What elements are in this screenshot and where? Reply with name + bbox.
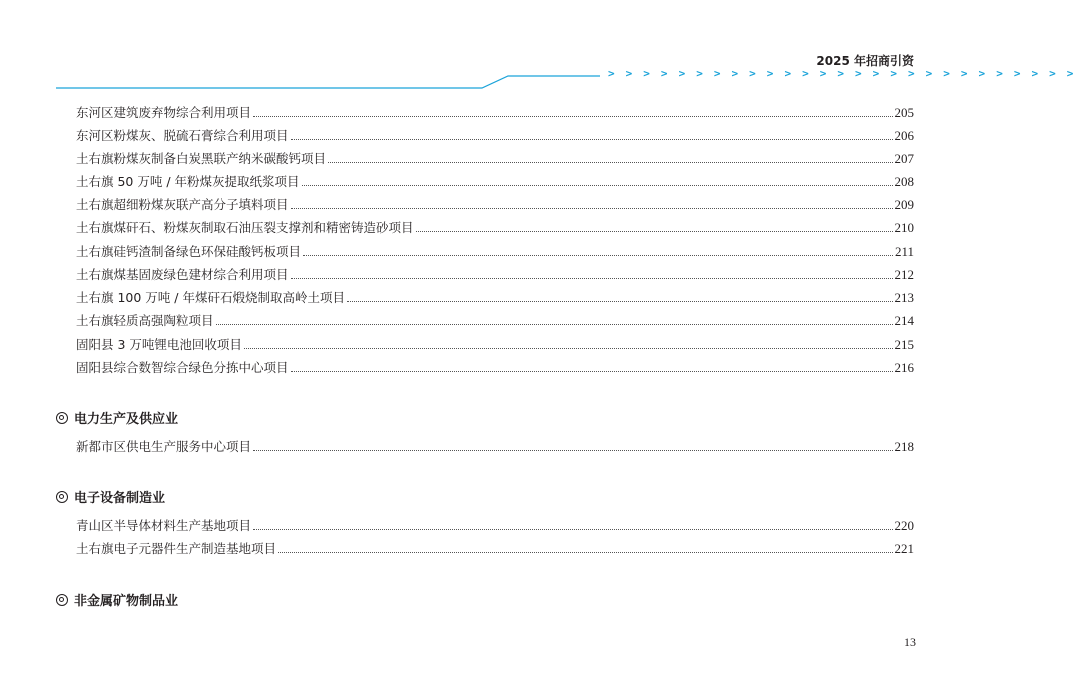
dot-leader [291,208,893,209]
dot-leader [278,552,892,553]
toc-entry[interactable] [76,263,914,283]
section-heading-power[interactable] [56,408,178,427]
toc-entry-page: 207 [894,151,914,166]
toc-entry-page: 206 [894,128,914,143]
header-divider [0,0,1076,100]
toc-entry-page: 214 [894,313,914,328]
toc-entry[interactable] [76,514,914,534]
toc-entry-title: 土右旗硅钙渣制备绿色环保硅酸钙板项目 [76,244,302,259]
dot-leader [244,348,893,349]
toc-entry-title: 土右旗煤矸石、粉煤灰制取石油压裂支撑剂和精密铸造砂项目 [76,220,414,235]
header-arrow-decoration: > > > > > > > > > > > > > > > > > > > > > > > > > > > [608,67,1076,80]
section-heading-label: 电力生产及供应业 [74,412,179,427]
dot-leader [291,278,893,279]
toc-entry-page: 210 [894,220,914,235]
toc-entry-title: 土右旗煤基固废绿色建材综合利用项目 [76,267,289,282]
toc-entry[interactable] [76,124,914,144]
toc-entry[interactable] [76,240,914,260]
toc-entry-title: 土右旗粉煤灰制备白炭黑联产纳米碳酸钙项目 [76,151,327,166]
dot-leader [291,371,893,372]
toc-entry-title: 青山区半导体材料生产基地项目 [76,518,252,533]
dot-leader [347,301,893,302]
toc-entry-page: 216 [894,360,914,375]
toc-entry[interactable] [76,356,914,376]
toc-entry[interactable] [76,101,914,121]
toc-entry-page: 218 [894,439,914,454]
toc-entry-page: 211 [894,244,914,259]
toc-entry-title: 土右旗 50 万吨 / 年粉煤灰提取纸浆项目 [76,174,300,189]
toc-entry-page: 215 [894,337,914,352]
toc-entry-title: 东河区粉煤灰、脱硫石膏综合利用项目 [76,128,289,143]
dot-leader [291,139,893,140]
toc-entry-title: 固阳县综合数智综合绿色分拣中心项目 [76,360,289,375]
toc-entry[interactable] [76,193,914,213]
section-heading-electronics[interactable] [56,487,165,506]
toc-entry[interactable] [76,147,914,167]
double-circle-icon [56,491,68,503]
toc-entry-page: 213 [894,290,914,305]
toc-entry-title: 土右旗超细粉煤灰联产高分子填料项目 [76,197,289,212]
dot-leader [253,116,892,117]
toc-entry-title: 东河区建筑废弃物综合利用项目 [76,105,252,120]
dot-leader [253,529,892,530]
dot-leader [302,185,893,186]
section-heading-label: 非金属矿物制品业 [74,594,179,609]
toc-entry[interactable] [76,170,914,190]
toc-entry[interactable] [76,435,914,455]
toc-entry[interactable] [76,216,914,236]
toc-entry-title: 土右旗电子元器件生产制造基地项目 [76,541,277,556]
toc-entry-page: 205 [894,105,914,120]
document-title: 2025 年招商引资 [816,54,914,68]
section-heading-nonmetal[interactable] [56,590,178,609]
dot-leader [216,324,893,325]
toc-entry-page: 220 [894,518,914,533]
toc-entry-title: 土右旗 100 万吨 / 年煤矸石煅烧制取高岭土项目 [76,290,345,305]
toc-entry-title: 新都市区供电生产服务中心项目 [76,439,252,454]
double-circle-icon [56,594,68,606]
section-heading-label: 电子设备制造业 [74,491,166,506]
toc-entry-title: 土右旗轻质高强陶粒项目 [76,313,214,328]
dot-leader [416,231,893,232]
page-number: 13 [904,635,916,649]
toc-entry[interactable] [76,537,914,557]
toc-entry-page: 221 [894,541,914,556]
toc-entry-page: 209 [894,197,914,212]
double-circle-icon [56,412,68,424]
toc-entry[interactable] [76,333,914,353]
dot-leader [328,162,892,163]
dot-leader [303,255,893,256]
toc-entry-title: 固阳县 3 万吨锂电池回收项目 [76,337,242,352]
toc-entry-page: 208 [894,174,914,189]
dot-leader [253,450,892,451]
toc-entry[interactable] [76,309,914,329]
toc-entry[interactable] [76,286,914,306]
toc-entry-page: 212 [894,267,914,282]
